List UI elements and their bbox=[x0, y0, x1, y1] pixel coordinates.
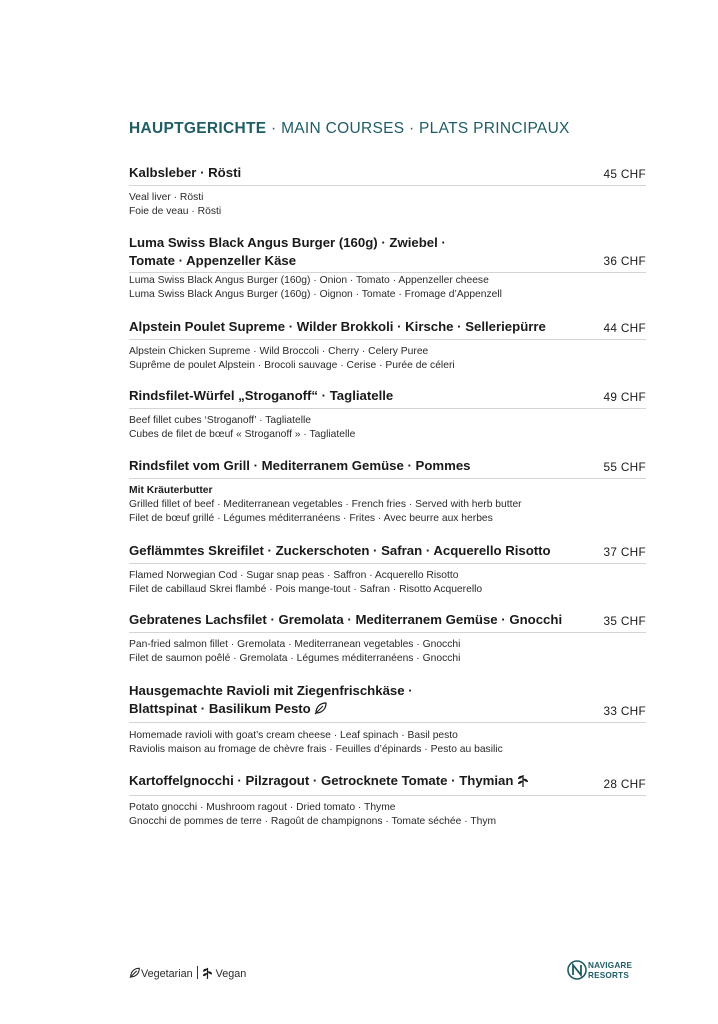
dish-description bbox=[129, 409, 646, 443]
dish-title-text: Hausgemachte Ravioli mit Ziegenfrischkäse · Blattspinat · Basilikum Pesto bbox=[129, 683, 413, 716]
dish-price: 36 CHF bbox=[603, 254, 646, 268]
dish-title: Geflämmtes Skreifilet · Zuckerschoten · Safran · Acquerello Risotto bbox=[129, 543, 551, 558]
dish-description bbox=[129, 564, 646, 598]
description-french: Luma Swiss Black Angus Burger (160g) · Oignon · Tomate · Fromage d’Appenzell bbox=[129, 289, 502, 301]
logo-line-1: NAVIGARE bbox=[588, 961, 633, 970]
dish-title: Luma Swiss Black Angus Burger (160g) · Zwiebel · Tomate · Appenzeller Käse bbox=[129, 235, 446, 268]
dish-price: 45 CHF bbox=[603, 166, 646, 181]
dish-title: Rindsfilet vom Grill · Mediterranem Gemüse · Pommes bbox=[129, 458, 471, 473]
legend-divider bbox=[197, 966, 198, 979]
dish-description bbox=[129, 723, 646, 758]
description-french: Cubes de filet de bœuf « Stroganoff » · Tagliatelle bbox=[129, 428, 356, 440]
description-english: Alpstein Chicken Supreme · Wild Broccoli · Cherry · Celery Puree bbox=[129, 345, 429, 357]
dish-black-angus-burger bbox=[129, 234, 646, 303]
dish-header bbox=[129, 164, 646, 186]
dish-description bbox=[129, 633, 646, 667]
description-english: Potato gnocchi · Mushroom ragout · Dried tomato · Thyme bbox=[129, 801, 396, 813]
description-english: Homemade ravioli with goat’s cream cheese · Leaf spinach · Basil pesto bbox=[129, 730, 458, 741]
description-french: Filet de cabillaud Skrei flambé · Pois mange-tout · Safran · Risotto Acquerello bbox=[129, 583, 483, 595]
description-french: Raviolis maison au fromage de chèvre frais · Feuilles d’épinards · Pesto au basilic bbox=[129, 744, 503, 756]
description-french: Gnocchi de pommes de terre · Ragoût de champignons · Tomate séchée · Thym bbox=[129, 815, 497, 827]
dish-description bbox=[129, 273, 646, 303]
dish-price: 49 CHF bbox=[603, 389, 646, 404]
dish-header bbox=[129, 772, 646, 796]
description-english: Pan-fried salmon fillet · Gremolata · Mediterranean vegetables · Gnocchi bbox=[129, 638, 461, 650]
dish-skreifilet bbox=[129, 542, 646, 597]
dish-title-text: Kartoffelgnocchi · Pilzragout · Getrocknete Tomate · Thymian bbox=[129, 773, 514, 788]
logo-line-2: RESORTS bbox=[588, 970, 629, 980]
diet-legend bbox=[129, 966, 246, 982]
dish-price: 35 CHF bbox=[603, 613, 646, 628]
dish-header bbox=[129, 387, 646, 409]
dish-header bbox=[129, 457, 646, 479]
dish-header bbox=[129, 542, 646, 564]
dish-description bbox=[129, 340, 646, 374]
dish-description bbox=[129, 186, 646, 220]
vegetarian-leaf-icon bbox=[129, 967, 141, 982]
vegan-sprout-icon bbox=[517, 773, 529, 792]
description-english: Beef fillet cubes ‘Stroganoff’ · Tagliatelle bbox=[129, 414, 312, 426]
dish-description bbox=[129, 479, 646, 527]
dish-title: Rindsfilet-Würfel „Stroganoff“ · Tagliatelle bbox=[129, 388, 394, 403]
dish-price: 44 CHF bbox=[603, 320, 646, 335]
dish-title bbox=[129, 682, 439, 722]
legend-vegan: Vegan bbox=[215, 968, 247, 980]
dish-price: 33 CHF bbox=[603, 704, 646, 718]
logo-text bbox=[588, 961, 632, 980]
dish-title: Gebratenes Lachsfilet · Gremolata · Mediterranem Gemüse · Gnocchi bbox=[129, 612, 563, 627]
description-french: Filet de bœuf grillé · Légumes méditerranéens · Frites · Avec beurre aux herbes bbox=[129, 513, 493, 525]
section-heading bbox=[129, 120, 570, 138]
dish-title bbox=[129, 772, 584, 795]
dish-title: Kalbsleber · Rösti bbox=[129, 165, 242, 180]
dish-kalbsleber bbox=[129, 164, 646, 219]
vegetarian-leaf-icon bbox=[314, 702, 328, 720]
dish-description bbox=[129, 796, 646, 830]
dish-header bbox=[129, 682, 646, 723]
dish-price: 55 CHF bbox=[603, 459, 646, 474]
dish-price: 28 CHF bbox=[603, 776, 646, 791]
heading-translations: · MAIN COURSES · PLATS PRINCIPAUX bbox=[266, 120, 570, 137]
description-subtitle: Mit Kräuterbutter bbox=[129, 484, 213, 496]
dish-title: Alpstein Poulet Supreme · Wilder Brokkoli · Kirsche · Selleriepürre bbox=[129, 319, 546, 334]
dish-poulet-supreme bbox=[129, 318, 646, 373]
description-english: Flamed Norwegian Cod · Sugar snap peas · Saffron · Acquerello Risotto bbox=[129, 569, 459, 581]
dish-header bbox=[129, 318, 646, 340]
dish-header bbox=[129, 611, 646, 633]
dish-ravioli bbox=[129, 682, 646, 758]
legend-vegetarian: Vegetarian bbox=[141, 968, 193, 980]
description-english: Veal liver · Rösti bbox=[129, 191, 204, 203]
dish-rindsfilet-grill bbox=[129, 457, 646, 526]
vegan-sprout-icon bbox=[202, 966, 213, 982]
description-french: Filet de saumon poêlé · Gremolata · Légumes méditerranéens · Gnocchi bbox=[129, 652, 461, 664]
dish-lachsfilet bbox=[129, 611, 646, 666]
navigare-logo-mark-icon bbox=[567, 959, 587, 981]
dish-stroganoff bbox=[129, 387, 646, 442]
dish-price: 37 CHF bbox=[603, 544, 646, 559]
description-french: Foie de veau · Rösti bbox=[129, 205, 222, 217]
heading-german: HAUPTGERICHTE bbox=[129, 120, 267, 137]
description-english: Luma Swiss Black Angus Burger (160g) · Onion · Tomato · Appenzeller cheese bbox=[129, 275, 489, 286]
dish-header bbox=[129, 234, 646, 273]
dish-kartoffelgnocchi bbox=[129, 772, 646, 829]
description-english: Grilled fillet of beef · Mediterranean vegetables · French fries · Served with herb butter bbox=[129, 498, 522, 510]
navigare-resorts-logo bbox=[567, 959, 647, 983]
description-french: Suprême de poulet Alpstein · Brocoli sauvage · Cerise · Purée de céleri bbox=[129, 359, 455, 371]
